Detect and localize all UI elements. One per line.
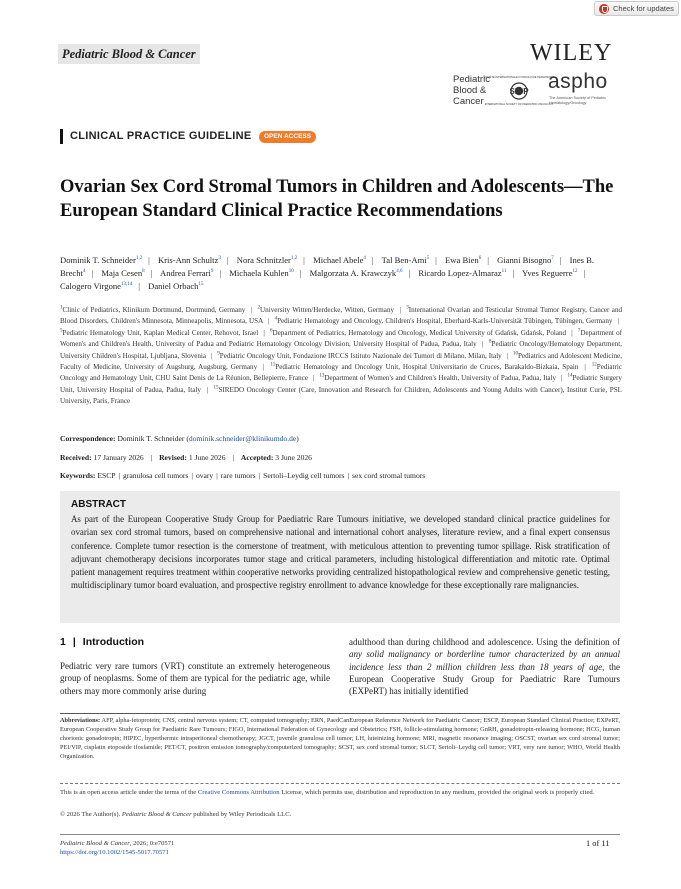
article-dates: Received: 17 January 2026 | Revised: 1 June 2026 | Accepted: 3 June 2026 [60, 453, 312, 462]
affiliation-number: 12 [591, 362, 597, 368]
divider [60, 834, 620, 835]
correspondence-name: Dominik T. Schneider [117, 434, 185, 443]
keywords-label: Keywords: [60, 471, 96, 480]
keyword: rare tumors [220, 471, 256, 480]
abstract-heading: ABSTRACT [71, 499, 126, 510]
accepted-date: 3 June 2026 [275, 453, 312, 462]
author-affiliation-number: 3 [218, 256, 221, 262]
copyright-text: published by Wiley Periodicals LLC. [191, 811, 292, 818]
keywords [60, 471, 425, 480]
publisher-logo: WILEY [530, 40, 613, 66]
affiliation-text: Pediatric Hematology Unit, Kaplan Medical Center, Rehovot, Israel [62, 328, 259, 337]
page-number: 1 of 11 [586, 839, 610, 848]
author-affiliation-number: 11 [501, 268, 507, 274]
article-title: Ovarian Sex Cord Stromal Tumors in Children and Adolescents—The European Standard Clinical Practice Recommendations [60, 177, 614, 221]
check-updates-label: Check for updates [613, 4, 674, 13]
author-name: Tal Ben-Ami [381, 255, 427, 265]
open-access-badge: OPEN ACCESS [259, 131, 316, 143]
author-affiliation-number: 4 [363, 256, 366, 262]
keyword: ovary [195, 471, 214, 480]
journal-logo-line: Blood & [453, 85, 487, 96]
author-affiliation-number: 4,6 [396, 268, 403, 274]
journal-name-tag: Pediatric Blood & Cancer [58, 44, 200, 64]
affiliation-number: 5 [60, 328, 63, 334]
abbreviations-text: AFP, alpha-fetoprotein; CNS, central nervous system; CT, computed tomography; ERN, PaedCanEuropean Reference Network for Paediatric Cancer; ESCP, European Standard Clinical Practice; EXPeRT, European Cooperative Study Group for Paediatric Rare Tumours; FIGO, International Federation of Gynecology and Obstetrics; FSH, follicle-stimulating hormone; GnRH, gonadotropin-releasing hormone; HCG, human chorionic gonadotropin; HIPEC, hyperthermic intraperitoneal chemotherapy; JGCT, juvenile granulosa cell tumor; LH, luteinizing hormone; MRI, magnetic resonance imaging; OSCST, ovarian sex cord stromal tumor; PEI/VIP, cisplatin etoposide ifosfamide; PET/CT, positron emission tomography/computerized tomography; SCST, sex cord stromal tumor; SLCT, Sertoli–Leydig cell tumor; VRT, very rare tumor; WHO, World Health Organization. [60, 717, 620, 760]
author-affiliation-number: 5 [426, 256, 430, 262]
abstract-text: As part of the European Cooperative Study Group for Paediatric Rare Tumours initiative, we developed standard clinical practice guidelines for ovarian sex cord stromal tumors, based on comprehensive national and international cohort analyses, literature review, and a final expert consensus conference. Complete tumor resection is the cornerstone of treatment, with meticulous attention to preventing tumor spillage. Risk stratification of adjuvant chemotherapy decisions incorporates tumor stage and critical parameters, including histological differentiation and mitotic rate. Optimal patient management requires treatment within cooperative networks providing centralized histopathological review and comprehensive genetic testing, multidisciplinary tumor board evaluation, and prospective registry enrollment to advance knowledge for these exceptionally rare malignancies. [71, 514, 610, 591]
keyword: granulosa cell tumors [123, 471, 189, 480]
author-name: Michaela Kuhlen [229, 267, 289, 278]
body-text-right-column [349, 636, 620, 697]
affiliation-number: 3 [406, 305, 409, 311]
affiliation-text: Department of Pediatrics, Hematology and Oncology, Medical University of Gdańsk, Gdańsk, Poland [272, 328, 567, 337]
citation [60, 840, 174, 847]
siop-logo [483, 73, 555, 109]
citation-journal: Pediatric Blood & Cancer [60, 840, 130, 847]
author-name: Michael Abele [313, 255, 364, 265]
aspho-logo-subtitle: The American Society of Pediatric Hematology/Oncology [549, 96, 606, 105]
affiliation-text: International Ovarian and Testicular Stromal Tumor Registry, Cancer and Blood Disorders, Children's Minnesota, Minneapolis, Minnesota, USA [60, 306, 623, 326]
affiliation-text: Department of Women's and Children's Health, University of Padua, Padua, Italy [324, 374, 557, 383]
affiliation-text: SIREDO Oncology Center (Care, Innovation and Research for Children, Adolescents and Young Adults with Cancer), Institut Curie, PSL University, Paris, France [60, 385, 623, 406]
abbreviations [60, 717, 620, 762]
affiliation-text: Pediatric Oncology Unit, Fondazione IRCCS Istituto Nazionale dei Tumori di Milano, Milan, Italy [219, 351, 502, 360]
journal-logo-line: Cancer [453, 96, 484, 107]
author-name: Gianni Bisogno [497, 255, 552, 265]
journal-logo-line: Pediatric [453, 74, 490, 85]
author-name: Andrea Ferrari [160, 267, 211, 278]
author-name: Kris-Ann Schultz [157, 255, 219, 265]
received-date: 17 January 2026 [93, 453, 144, 462]
siop-logo-top: SOCIÉTÉ INTERNATIONALE D'ONCOLOGIE PÉDIATRIQUE [483, 76, 555, 79]
author-affiliation-number: 10 [288, 268, 294, 274]
keyword: sex cord stromal tumors [352, 471, 426, 480]
copyright-journal: Pediatric Blood & Cancer [121, 811, 192, 818]
author-affiliation-number: 7 [551, 256, 554, 262]
author-name: Ines B. Brecht [60, 255, 595, 278]
affiliation-number: 15 [213, 385, 219, 391]
author-name: Maja Cesen [101, 267, 143, 278]
author-affiliation-number: 8 [142, 268, 145, 274]
affiliations: $^1$Clinic of Pediatrics, Klinikum Dortmund, Dortmund, Germany | $^2$University Witten/Herdecke, Witten, Germany | $^3$International Ovarian and Testicular Stromal Tumor Registry, Cancer and Blood Disorders, Children's Minnesota, Minneapolis, Minnesota, USA | $^4$Pediatric Hematology and Oncology, Children's Hospital, Eberhard-Karls-Universität Tübingen, Tübingen, Germany | $^5$Pediatric Hematology Unit, Kaplan Medical Center, Rehovot, Israel | $^6$Department of Pediatrics, Hematology and Oncology, Medical University of Gdańsk, Gdańsk, Poland | $^7$Department of Women's and Children's Health, University of Padua and Pediatric Hematology Oncology Division, University Hospital of Padua, Padua, Italy | $^8$Pediatric Oncology/Hematology Department, University Children's Hospital, Ljubljana, Slovenia | $^9$Pediatric Oncology Unit, Fondazione IRCCS Istituto Nazionale dei Tumori di Milano, Milan, Italy | $^{10}$Pediatrics and Adolescent Medicine, Faculty of Medicine, University of Augsburg, Augsburg, Germany | $^{11}$Pediatric Hematology and Oncology Unit, Hospital Universitario de Cruces, Barakaldo-Bizkaia, Spain | $^{12}$Pediatric Oncology and Hematology Unit, CHU Saint Denis de La Réunion, Bellepierre, France | $^{13}$Department of Women's and Children's Health, University of Padua, Padua, Italy | $^{14}$Pediatric Surgery Unit, University Hospital of Padua, Padua, Italy | $^{15}$SIREDO Oncology Center (Care, Innovation and Research for Children, Adolescents and Young Adults with Cancer), Institut Curie, PSL University, Paris, France [60, 305, 623, 406]
affiliation-number: 11 [270, 362, 276, 368]
author-affiliation-number: 15 [198, 281, 204, 287]
affiliation-number: 10 [512, 351, 518, 357]
author-affiliation-number: 4 [82, 268, 86, 274]
affiliation-text: Department of Women's and Children's Health, University of Padua and Pediatric Hematology Oncology Division, University Hospital of Padua, Padua, Italy [60, 328, 622, 349]
keyword: Sertoli–Leydig cell tumors [263, 471, 345, 480]
section-number: 1 [60, 636, 66, 648]
section-title: Introduction [82, 636, 145, 648]
divider [60, 713, 620, 714]
author-name: Daniel Orbach [148, 280, 199, 291]
affiliation-text: Pediatric Surgery Unit, University Hospital of Padua, Padua, Italy [60, 374, 622, 394]
check-updates-icon [599, 4, 609, 14]
divider [60, 783, 620, 784]
affiliation-text: Pediatric Hematology and Oncology Unit, Hospital Universitario de Cruces, Barakaldo-Bizkaia, Spain [275, 363, 579, 372]
abbreviations-label: Abbreviations: [60, 717, 101, 724]
author-name: Dominik T. Schneider [60, 255, 136, 265]
affiliation-text: Pediatrics and Adolescent Medicine, Faculty of Medicine, University of Augsburg, Augsburg, Germany [60, 351, 622, 372]
affiliation-number: 14 [567, 374, 573, 380]
affiliation-number: 6 [270, 328, 273, 334]
license-notice [60, 788, 620, 799]
author-affiliation-number: 1,2 [135, 256, 143, 262]
copyright [60, 811, 291, 818]
doi-link[interactable]: https://doi.org/10.1002/1545-5017.70571 [60, 849, 169, 856]
article-type: CLINICAL PRACTICE GUIDELINE [70, 130, 252, 142]
copyright-text: © 2026 The Author(s). [60, 811, 122, 818]
citation-volume: , 2026; 0:e70571 [129, 840, 175, 847]
affiliation-text: University Witten/Herdecke, Witten, Germany [260, 306, 395, 314]
received-label: Received: [60, 453, 92, 462]
author-name: Ewa Bien [445, 255, 479, 265]
author-name: Ricardo Lopez-Almaraz [418, 267, 502, 278]
author-list: Dominik T. Schneider$^{1,2}$ | Kris-Ann Schultz$^3$ | Nora Schnitzler$^{1,2}$ | Michael Abele$^4$ | Tal Ben-Ami$^5$ | Ewa Bien$^6$ | Gianni Bisogno$^7$ | Ines B. Brecht$^4$ | Maja Cesen$^8$ | Andrea Ferrari$^9$ | Michaela Kuhlen$^{10}$ | Malgorzata A. Krawczyk$^{4,6}$ | Ricardo Lopez-Almaraz$^{11}$ | Yves Reguerre$^{12}$ | Calogero Virgone$^{13,14}$ | Daniel Orbach$^{15}$ [60, 255, 595, 291]
body-text: , the European Cooperative Study Group for Paediatric Rare Tumours (EXPeRT) has initially identified [349, 661, 620, 697]
keyword: ESCP [97, 471, 116, 480]
affiliation-text: Pediatric Hematology and Oncology, Children's Hospital, Eberhard-Karls-Universität Tübingen, Tübingen, Germany [277, 317, 613, 326]
license-text: License, which permits use, distribution and reproduction in any medium, provided the original work is properly cited. [279, 789, 595, 796]
accepted-label: Accepted: [240, 453, 274, 462]
affiliation-number: 4 [274, 317, 278, 323]
affiliation-number: 13 [319, 374, 325, 380]
author-name: Malgorzata A. Krawczyk [309, 267, 397, 278]
revised-label: Revised: [159, 453, 187, 462]
siop-logo-main: SIOP [509, 87, 529, 96]
affiliation-number: 9 [217, 351, 220, 357]
aspho-logo: aspho [548, 70, 608, 93]
correspondence-email-link[interactable]: dominik.schneider@klinikumdo.de [188, 434, 297, 443]
check-for-updates-button[interactable] [594, 1, 679, 16]
body-text-definition: any solid malignancy or borderline tumor characterized by an annual incidence less than 2 million children less than 18 years of age [349, 649, 620, 672]
author-affiliation-number: 9 [210, 268, 214, 274]
author-affiliation-number: 12 [572, 268, 578, 274]
revised-date: 1 June 2026 [188, 453, 226, 462]
author-affiliation-number: 6 [478, 256, 482, 262]
author-name: Nora Schnitzler [236, 255, 291, 265]
siop-logo-bottom: INTERNATIONAL SOCIETY OF PAEDIATRIC ONCOLOGY [484, 103, 554, 106]
license-text: This is an open access article under the terms of the [60, 789, 198, 796]
author-affiliation-number: 13,14 [120, 281, 133, 287]
section-heading-introduction: 1 | Introduction [60, 636, 145, 648]
author-affiliation-number: 1,2 [290, 256, 298, 262]
affiliation-number: 8 [489, 339, 492, 345]
affiliation-text: Clinic of Pediatrics, Klinikum Dortmund, Dortmund, Germany [62, 306, 246, 314]
correspondence: Correspondence: Dominik T. Schneider (dominik.schneider@klinikumdo.de) [60, 434, 299, 443]
author-name: Calogero Virgone [60, 280, 121, 291]
affiliation-text: Pediatric Oncology and Hematology Unit, CHU Saint Denis de La Réunion, Bellepierre, France [60, 363, 622, 383]
correspondence-label: Correspondence: [60, 434, 116, 443]
affiliation-number: 1 [60, 305, 63, 311]
affiliation-number: 2 [257, 305, 261, 311]
author-name: Yves Reguerre [522, 267, 573, 278]
body-text: adulthood than during childhood and adolescence. Using the definition of [349, 637, 620, 647]
affiliation-number: 7 [577, 328, 581, 334]
abstract-box [60, 491, 620, 623]
article-type-bar [60, 129, 63, 144]
creative-commons-link[interactable]: Creative Commons Attribution [197, 789, 280, 796]
affiliation-text: Pediatric Oncology/Hematology Department, University Children's Hospital, Ljubljana, Slovenia [60, 340, 622, 360]
keywords-list: ESCP | granulosa cell tumors | ovary | rare tumors | Sertoli–Leydig cell tumors | sex cord stromal tumors [97, 471, 426, 480]
body-text-left-column: Pediatric very rare tumors (VRT) constitute an extremely heterogeneous group of neoplasms. Some of them are typical for the pediatric age, while others may more commonly arise during [60, 661, 330, 696]
